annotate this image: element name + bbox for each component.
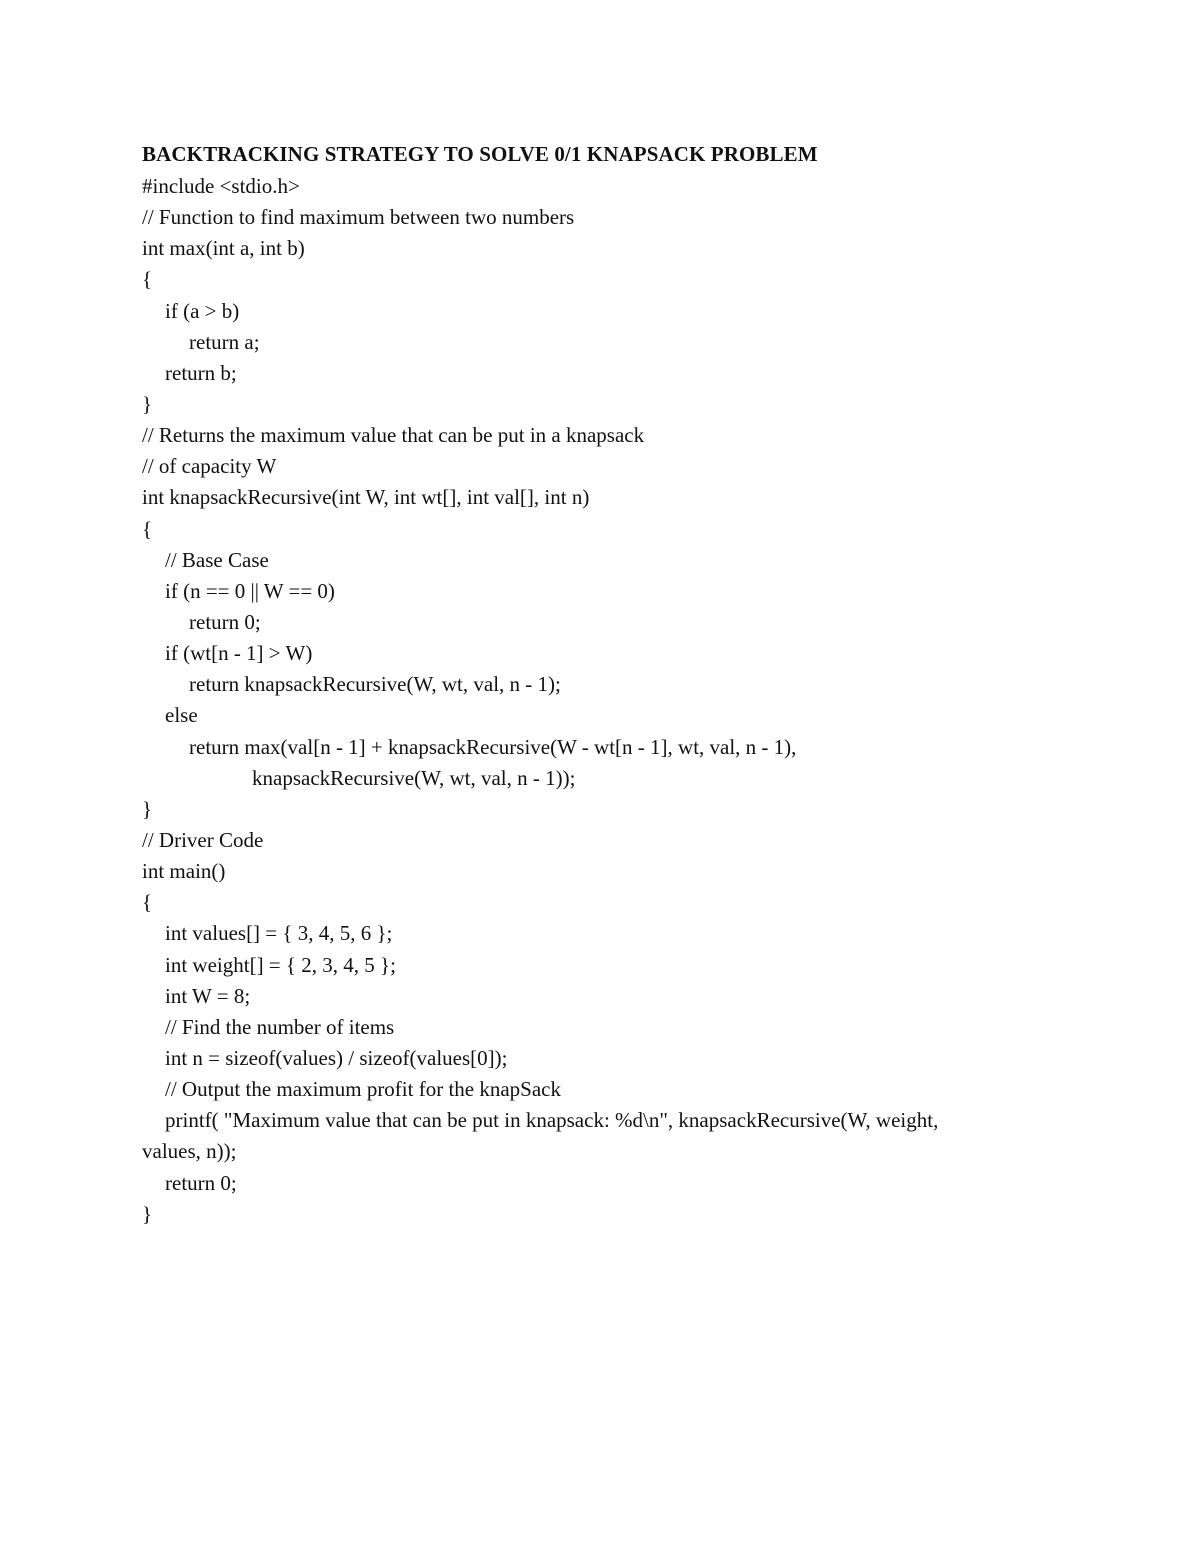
code-line: knapsackRecursive(W, wt, val, n - 1)); [252, 765, 576, 790]
code-line: if (a > b) [165, 298, 240, 323]
code-line-comment: // Driver Code [142, 827, 264, 852]
code-line-comment: // Function to find maximum between two numbers [142, 205, 575, 230]
code-line: return b; [165, 360, 237, 385]
code-line: return a; [189, 329, 260, 354]
code-line: int values[] = { 3, 4, 5, 6 }; [165, 921, 393, 946]
code-line-knapsack-signature: int knapsackRecursive(int W, int wt[], int val[], int n) [142, 485, 590, 510]
code-block [142, 171, 1102, 1230]
code-line-close-brace: } [142, 1201, 153, 1226]
code-line-comment: // Output the maximum profit for the knapSack [165, 1077, 562, 1102]
code-line-comment: // of capacity W [142, 454, 277, 479]
code-line-main-signature: int main() [142, 859, 226, 884]
code-line-open-brace: { [142, 890, 153, 915]
code-line: return 0; [165, 1170, 237, 1195]
code-line: int W = 8; [165, 983, 251, 1008]
code-line-include: #include <stdio.h> [142, 174, 300, 198]
code-line: int n = sizeof(values) / sizeof(values[0]); [165, 1045, 508, 1070]
code-line-close-brace: } [142, 391, 153, 416]
code-line-comment: // Base Case [165, 547, 269, 572]
code-line: return max(val[n - 1] + knapsackRecursive(W - wt[n - 1], wt, val, n - 1), [189, 734, 797, 759]
code-line: return 0; [189, 609, 261, 634]
code-line: int weight[] = { 2, 3, 4, 5 }; [165, 952, 396, 977]
code-line: if (wt[n - 1] > W) [165, 641, 313, 666]
code-line-close-brace: } [142, 796, 153, 821]
code-line-printf: printf( "Maximum value that can be put in knapsack: %d\n", knapsackRecursive(W, weight, [165, 1108, 939, 1133]
code-line: return knapsackRecursive(W, wt, val, n - 1); [189, 672, 561, 697]
code-line-max-signature: int max(int a, int b) [142, 236, 305, 261]
code-line-open-brace: { [142, 516, 153, 541]
document-title: BACKTRACKING STRATEGY TO SOLVE 0/1 KNAPSACK PROBLEM [142, 142, 818, 166]
code-line: else [165, 703, 198, 728]
code-line-comment: // Find the number of items [165, 1014, 395, 1039]
code-line-open-brace: { [142, 267, 153, 292]
code-line: if (n == 0 || W == 0) [165, 578, 335, 603]
code-line-printf-continuation: values, n)); [142, 1139, 237, 1164]
code-line-comment: // Returns the maximum value that can be put in a knapsack [142, 423, 645, 448]
